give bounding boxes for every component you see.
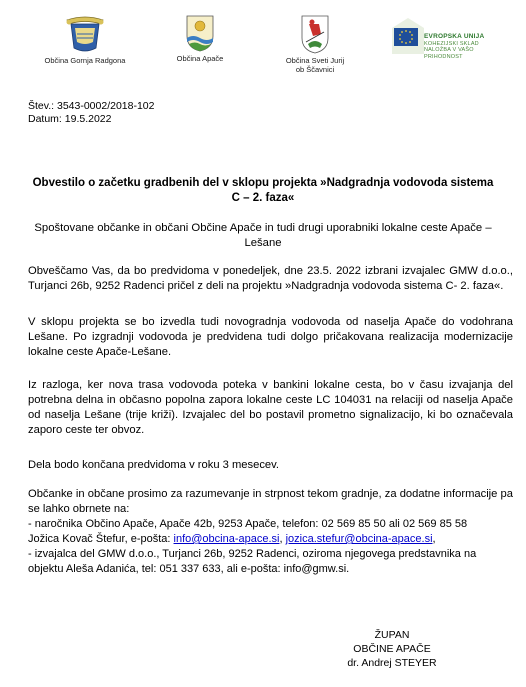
paragraph-road-closure: Iz razloga, ker nova trasa vodovoda poteka v bankini lokalne cesta, bo v času izvajanja del potrebna delna in občasno popolna zapora lokalne ceste LC 104031 na relaciji od naselja Apače od naselja Lešane (trije križi). Izvajalec del bo postavil prometno signalizacijo, ki bo označevala zaporo ceste ter obvoz. (28, 379, 513, 436)
logo-caption: Občina Gornja Radgona (44, 56, 126, 65)
logo-caption-line2: ob Ščavnici (295, 65, 335, 74)
eu-line1: EVROPSKA UNIJA (424, 33, 485, 40)
contact-email-line (28, 532, 518, 547)
contact-person: Jožica Kovač Štefur, e-pošta: (28, 533, 174, 545)
paragraph-announcement: Obveščamo Vas, da bo predvidoma v ponedeljek, dne 23.5. 2022 izbrani izvajalec GMW d.o.o., Turjanci 26b, 9252 Radenci pričel z deli na projektu »Nadgradnja vodovoda sistema C- 2. faza«. (28, 265, 513, 292)
paragraph-request: Občanke in občane prosimo za razumevanje in strpnost tekom gradnje, za dodatne informacije pa se lahko obrnete na: (28, 488, 513, 515)
sveti-jurij-crest-icon (300, 14, 330, 54)
eu-line3: NALOŽBA V VAŠO PRIHODNOST (424, 47, 474, 60)
logo-gornja-radgona (30, 14, 140, 65)
contact-contractor-rep-line: objektu Aleša Adanića, tel: 051 337 633, ali e-pošta: info@gmw.si. (28, 563, 350, 575)
gornja-radgona-crest-icon (63, 14, 107, 54)
contact-contractor-line: - izvajalca del GMW d.o.o., Turjanci 26b, 9252 Radenci, oziroma njegovega predstavnika na (28, 548, 477, 560)
signature-role: ŽUPAN (374, 629, 410, 641)
greeting: Spoštovane občanke in občani Občine Apače in tudi drugi uporabniki lokalne ceste Apače – Lešane (34, 222, 492, 249)
apace-crest-icon (185, 14, 215, 52)
signature-office: OBČINE APAČE (353, 643, 431, 655)
document-date: Datum: 19.5.2022 (28, 113, 112, 125)
logo-caption-line1: Občina Sveti Jurij (285, 56, 345, 65)
document-number: Štev.: 3543-0002/2018-102 (28, 100, 155, 112)
document-title: Obvestilo o začetku gradbenih del v sklopu projekta »Nadgradnja vodovoda sistema C – 2. faza« (32, 177, 494, 204)
eu-line2: KOHEZIJSKI SKLAD (424, 40, 479, 47)
email-link-jozica[interactable]: jozica.stefur@obcina-apace.si (285, 533, 433, 545)
header-logos (0, 12, 526, 82)
document-meta (28, 100, 155, 126)
logo-eu-cohesion (390, 16, 510, 60)
logo-apace (160, 14, 240, 63)
contact-client-line: - naročnika Občino Apače, Apače 42b, 9253 Apače, telefon: 02 569 85 50 ali 02 569 85 58 (28, 518, 468, 530)
signature-block (332, 628, 452, 670)
paragraph-project-scope: V sklopu projekta se bo izvedla tudi novogradnja vodovoda od naselja Apače do vodohrana Lešane. Po izgradnji vodovoda je predvidena tudi dolgo pričakovana realizacija modernizacije lokalne ceste Apače-Lešane. (28, 316, 513, 358)
logo-caption: Občina Apače (176, 54, 224, 63)
paragraph-duration: Dela bodo končana predvidoma v roku 3 mesecev. (28, 459, 280, 471)
signature-name: dr. Andrej STEYER (347, 657, 437, 669)
email-link-info[interactable]: info@obcina-apace.si (173, 533, 280, 545)
email-separator: , (279, 533, 286, 545)
email-suffix: , (432, 533, 436, 545)
eu-logo-text (424, 34, 510, 60)
logo-sveti-jurij (270, 14, 360, 74)
eu-flag-icon (390, 16, 426, 56)
